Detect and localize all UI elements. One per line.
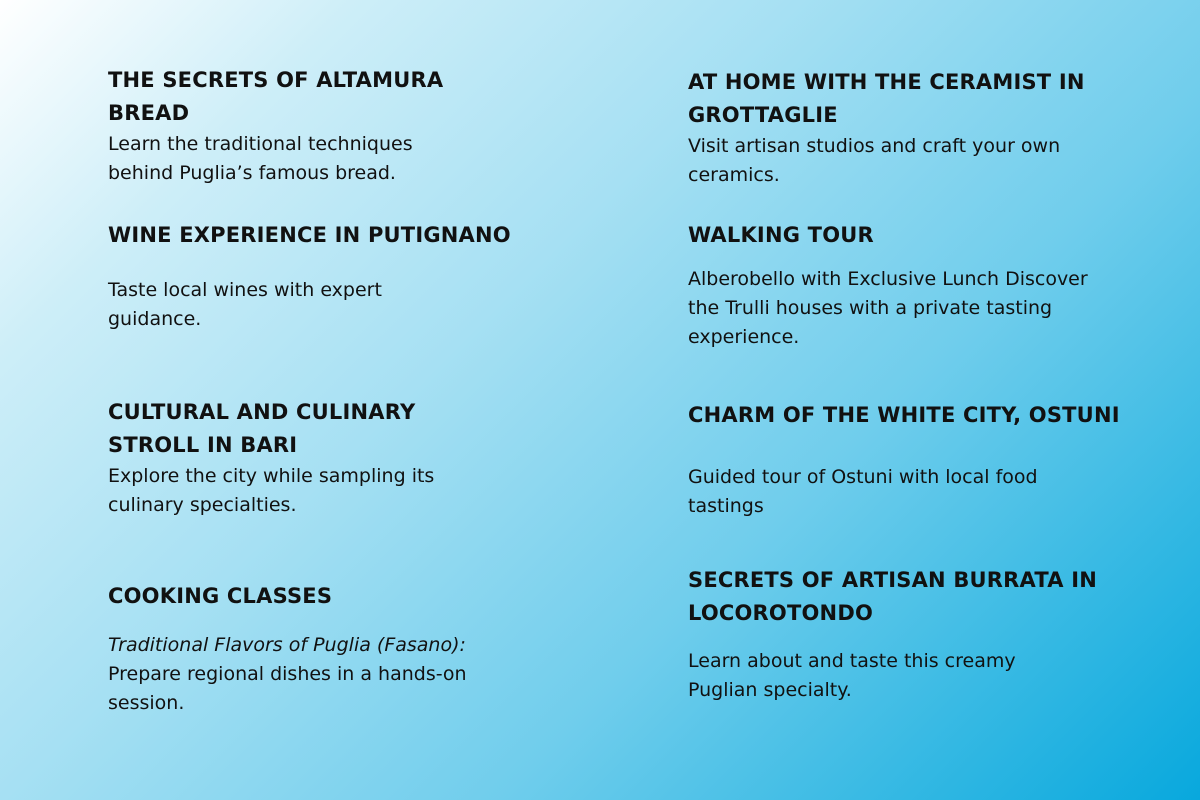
experience-subtitle: Traditional Flavors of Puglia (Fasano): <box>108 634 466 656</box>
experience-description: Alberobello with Exclusive Lunch Discover the Trulli houses with a private tasting experience. <box>688 268 1088 348</box>
experience-description-text: Prepare regional dishes in a hands-on session. <box>108 663 467 714</box>
experience-title: AT HOME WITH THE CERAMIST IN GROTTAGLIE <box>688 70 1085 127</box>
experience-ostuni <box>688 399 1128 521</box>
experience-description: Learn about and taste this creamy Puglian specialty. <box>688 650 1016 701</box>
experience-wine-putignano <box>108 219 568 334</box>
experience-title: SECRETS OF ARTISAN BURRATA IN LOCOROTONDO <box>688 568 1098 625</box>
experience-title: COOKING CLASSES <box>108 584 333 608</box>
experience-stroll-bari <box>108 396 488 520</box>
experience-ceramist-grottaglie <box>688 66 1108 190</box>
experience-description: Guided tour of Ostuni with local food tastings <box>688 466 1038 517</box>
experience-title: CULTURAL AND CULINARY STROLL IN BARI <box>108 400 416 457</box>
experience-description: Taste local wines with expert guidance. <box>108 279 382 330</box>
experience-title: CHARM OF THE WHITE CITY, OSTUNI <box>688 403 1120 427</box>
experience-description: Visit artisan studios and craft your own ceramics. <box>688 135 1061 186</box>
experience-altamura-bread <box>108 64 488 188</box>
experience-title: WALKING TOUR <box>688 223 874 247</box>
experience-description: Explore the city while sampling its culinary specialties. <box>108 465 435 516</box>
experience-title: THE SECRETS OF ALTAMURA BREAD <box>108 68 444 125</box>
experience-cooking-classes <box>108 580 568 718</box>
experience-description <box>108 631 468 718</box>
experience-walking-tour <box>688 219 1118 352</box>
experience-title: WINE EXPERIENCE IN PUTIGNANO <box>108 223 511 247</box>
experience-burrata-locorotondo <box>688 564 1108 705</box>
experience-description: Learn the traditional techniques behind Puglia’s famous bread. <box>108 133 413 184</box>
